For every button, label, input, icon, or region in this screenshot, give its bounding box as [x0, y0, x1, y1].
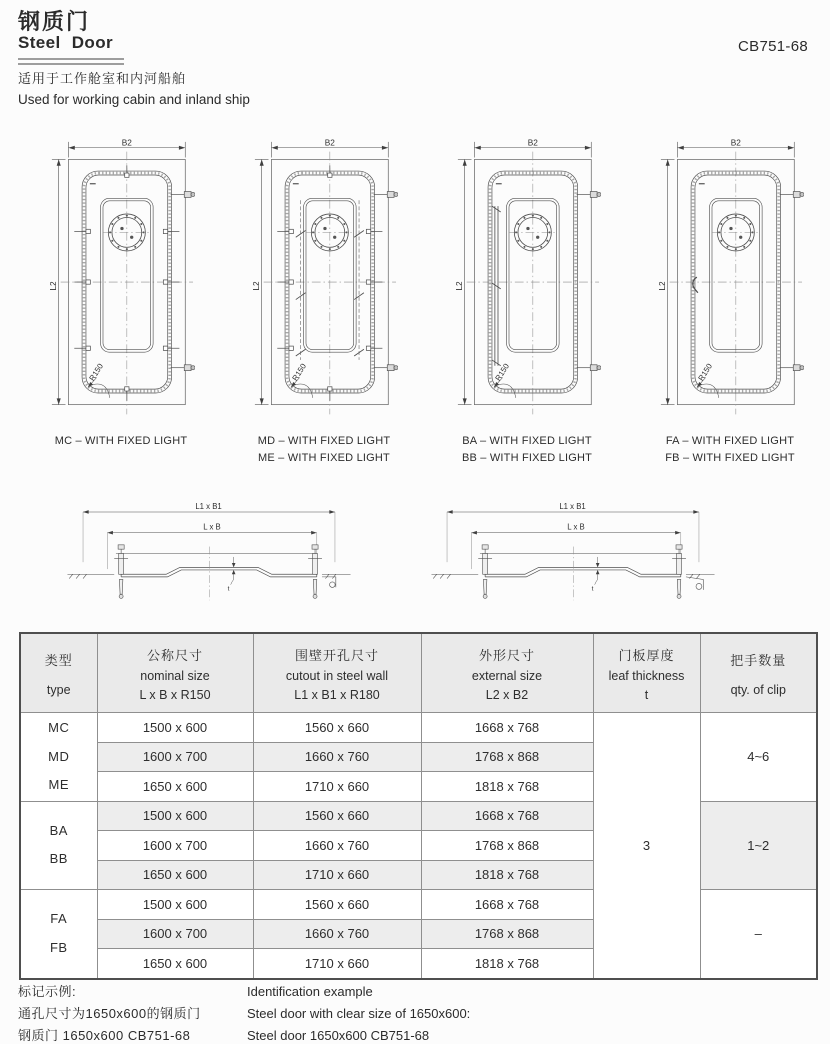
- dim-label-l2: L2: [657, 281, 667, 291]
- header-en: leaf thickness: [608, 668, 685, 683]
- footer-line: Identification example: [247, 984, 373, 999]
- footer-line: Steel door 1650x600 CB751-68: [247, 1028, 430, 1043]
- thickness-dim: [592, 557, 600, 593]
- radius-label: R150: [493, 361, 512, 383]
- cutout-size-cell: 1660 x 760: [253, 831, 421, 861]
- type-cell: [20, 801, 97, 890]
- dim-label-lxb: L x B: [567, 522, 585, 532]
- footer-line: 通孔尺寸为1650x600的钢质门: [18, 1006, 201, 1021]
- hinges: [577, 192, 601, 371]
- door-label: MD – WITH FIXED LIGHT: [257, 435, 391, 447]
- subtitle-en: Used for working cabin and inland ship: [18, 92, 250, 107]
- external-size-cell: 1818 x 768: [421, 949, 593, 979]
- col-header-type: [20, 633, 97, 713]
- door-label: ME – WITH FIXED LIGHT: [258, 452, 390, 464]
- dim-label-l2: L2: [454, 281, 464, 291]
- header-sub: L x B x R150: [139, 687, 211, 702]
- radius-callout: [87, 361, 109, 398]
- door-label: FA – WITH FIXED LIGHT: [665, 435, 795, 447]
- header-zh: 门板厚度: [618, 647, 675, 663]
- section-drawing-1: [64, 498, 354, 609]
- footer-line: Steel door with clear size of 1650x600:: [247, 1006, 471, 1021]
- right-clip-assembly: [672, 545, 686, 598]
- header-row: [20, 633, 817, 713]
- external-size-cell: 1668 x 768: [421, 713, 593, 743]
- centerlines: [467, 152, 599, 415]
- cross-sections: [0, 498, 830, 618]
- thickness-label: t: [591, 585, 594, 593]
- door-caption-ba-bb: [451, 433, 603, 467]
- radius-callout: [696, 361, 718, 398]
- bulkhead-flanges: [431, 574, 714, 578]
- standard-number: CB751-68: [738, 38, 808, 55]
- leaf-thickness-cell: 3: [593, 713, 700, 979]
- header-zh: 外形尺寸: [478, 647, 535, 663]
- cutout-size-cell: 1710 x 660: [253, 772, 421, 802]
- door-figure-ba-bb: [451, 138, 603, 467]
- hinges: [780, 192, 804, 371]
- nominal-size-cell: 1600 x 700: [97, 742, 253, 772]
- external-size-cell: 1768 x 868: [421, 831, 593, 861]
- header-zh: 类型: [44, 652, 73, 668]
- nominal-size-cell: 1650 x 600: [97, 860, 253, 890]
- radius-label: R150: [290, 361, 309, 383]
- type-cell: [20, 713, 97, 802]
- hinge-bracket: [322, 577, 336, 588]
- dim-label-b2: B2: [324, 138, 335, 148]
- dimension-lines: [455, 138, 591, 404]
- thickness-dim: [228, 557, 236, 593]
- dimension-lines: [447, 502, 699, 535]
- header-en: nominal size: [140, 668, 210, 683]
- door-figure-md-me: [248, 138, 400, 467]
- section-drawing-2: [428, 498, 718, 609]
- cutout-size-cell: 1560 x 660: [253, 713, 421, 743]
- centerlines: [61, 152, 193, 415]
- door-caption-fa-fb: [654, 433, 806, 467]
- nominal-size-cell: 1500 x 600: [97, 713, 253, 743]
- external-size-cell: 1768 x 868: [421, 742, 593, 772]
- footer-line: 钢质门 1650x600 CB751-68: [18, 1028, 191, 1043]
- type-cell: [20, 890, 97, 979]
- dim-label-b2: B2: [527, 138, 538, 148]
- cutout-size-cell: 1660 x 760: [253, 742, 421, 772]
- locking-bar: [492, 206, 501, 366]
- door-drawing-mc: [47, 138, 195, 430]
- type-label: MC: [48, 720, 70, 735]
- cutout-size-cell: 1660 x 760: [253, 919, 421, 949]
- cutout-size-cell: 1560 x 660: [253, 801, 421, 831]
- qty-cell: 4~6: [700, 713, 817, 802]
- type-label: FA: [50, 911, 68, 927]
- external-size-cell: 1668 x 768: [421, 801, 593, 831]
- table-row: [20, 713, 817, 743]
- nominal-size-cell: 1650 x 600: [97, 772, 253, 802]
- header-en: external size: [471, 668, 543, 683]
- header-en: type: [46, 682, 71, 697]
- header-sub: t: [644, 687, 649, 702]
- type-label: FB: [49, 939, 68, 955]
- nominal-size-cell: 1650 x 600: [97, 949, 253, 979]
- dim-label-b2: B2: [730, 138, 741, 148]
- dimension-lines: [252, 138, 388, 404]
- nominal-size-cell: 1500 x 600: [97, 801, 253, 831]
- door-label: FB – WITH FIXED LIGHT: [665, 452, 795, 464]
- leaf-section: [485, 567, 681, 577]
- dimension-lines: [658, 138, 794, 404]
- right-clip-assembly: [308, 545, 322, 598]
- col-header-external-size: [421, 633, 593, 713]
- cutout-size-cell: 1710 x 660: [253, 860, 421, 890]
- radius-callout: [290, 361, 312, 398]
- external-size-cell: 1818 x 768: [421, 860, 593, 890]
- left-clip-assembly: [114, 545, 128, 598]
- header-sub: L1 x B1 x R180: [294, 687, 380, 702]
- external-size-cell: 1818 x 768: [421, 772, 593, 802]
- door-drawing-ba-bb: [453, 138, 601, 430]
- thickness-label: t: [227, 585, 230, 593]
- nominal-size-cell: 1500 x 600: [97, 890, 253, 920]
- door-label: MC – WITH FIXED LIGHT: [54, 435, 188, 447]
- col-header-nominal-size: [97, 633, 253, 713]
- nominal-size-cell: 1600 x 700: [97, 919, 253, 949]
- cutout-size-cell: 1710 x 660: [253, 949, 421, 979]
- subtitle-zh: 适用于工作舱室和内河船舶: [18, 71, 187, 86]
- external-size-cell: 1668 x 768: [421, 890, 593, 920]
- leaf-section: [121, 567, 317, 577]
- type-label: MD: [48, 748, 70, 764]
- type-label: BA: [49, 822, 68, 838]
- dim-label-b2: B2: [121, 138, 132, 148]
- hinges: [171, 192, 195, 371]
- header-en: qty. of clip: [730, 682, 786, 697]
- qty-cell: –: [700, 890, 817, 979]
- identification-example-en: [247, 981, 470, 1044]
- col-header-qty-of-clip: [700, 633, 817, 713]
- header-zh: 把手数量: [730, 652, 787, 668]
- door-caption-mc: [45, 433, 197, 450]
- centerlines: [264, 152, 396, 415]
- page-title-zh: 钢质门: [18, 9, 91, 34]
- qty-cell: 1~2: [700, 801, 817, 890]
- col-header-leaf-thickness: [593, 633, 700, 713]
- title-double-rule: [18, 58, 124, 65]
- door-figure-mc: [45, 138, 197, 450]
- door-drawing-md-me: [250, 138, 398, 430]
- dim-label-l2: L2: [251, 281, 261, 291]
- radius-label: R150: [87, 361, 106, 383]
- centerlines: [670, 152, 802, 415]
- door-label: BA – WITH FIXED LIGHT: [462, 435, 592, 447]
- header-en: cutout in steel wall: [285, 668, 389, 683]
- hinges: [374, 192, 398, 371]
- door-drawing-fa-fb: [656, 138, 804, 430]
- radius-label: R150: [696, 361, 715, 383]
- type-label: BB: [49, 851, 68, 867]
- radius-callout: [493, 361, 515, 398]
- spec-table: [19, 632, 818, 980]
- door-drawings-section: [0, 138, 830, 478]
- col-header-cutout: [253, 633, 421, 713]
- dim-label-l2: L2: [48, 281, 58, 291]
- page-title-en: Steel Door: [18, 33, 114, 52]
- door-caption-md-me: [248, 433, 400, 467]
- dim-label-l1xb1: L1 x B1: [195, 501, 222, 511]
- identification-example-zh: [18, 981, 201, 1044]
- door-label: BB – WITH FIXED LIGHT: [461, 452, 593, 464]
- external-size-cell: 1768 x 868: [421, 919, 593, 949]
- dim-label-lxb: L x B: [203, 522, 221, 532]
- left-clip-assembly: [478, 545, 492, 598]
- footer-line: 标记示例:: [18, 984, 77, 999]
- hinge-bracket: [686, 577, 703, 590]
- dimension-lines: [83, 502, 335, 535]
- cutout-size-cell: 1560 x 660: [253, 890, 421, 920]
- door-figure-fa-fb: [654, 138, 806, 467]
- header-sub: L2 x B2: [485, 687, 529, 702]
- dimension-lines: [49, 138, 185, 404]
- dim-label-l1xb1: L1 x B1: [559, 501, 586, 511]
- header-zh: 围壁开孔尺寸: [294, 647, 379, 663]
- header-zh: 公称尺寸: [146, 647, 203, 663]
- bulkhead-flanges: [67, 574, 350, 578]
- nominal-size-cell: 1600 x 700: [97, 831, 253, 861]
- type-label: ME: [48, 777, 69, 792]
